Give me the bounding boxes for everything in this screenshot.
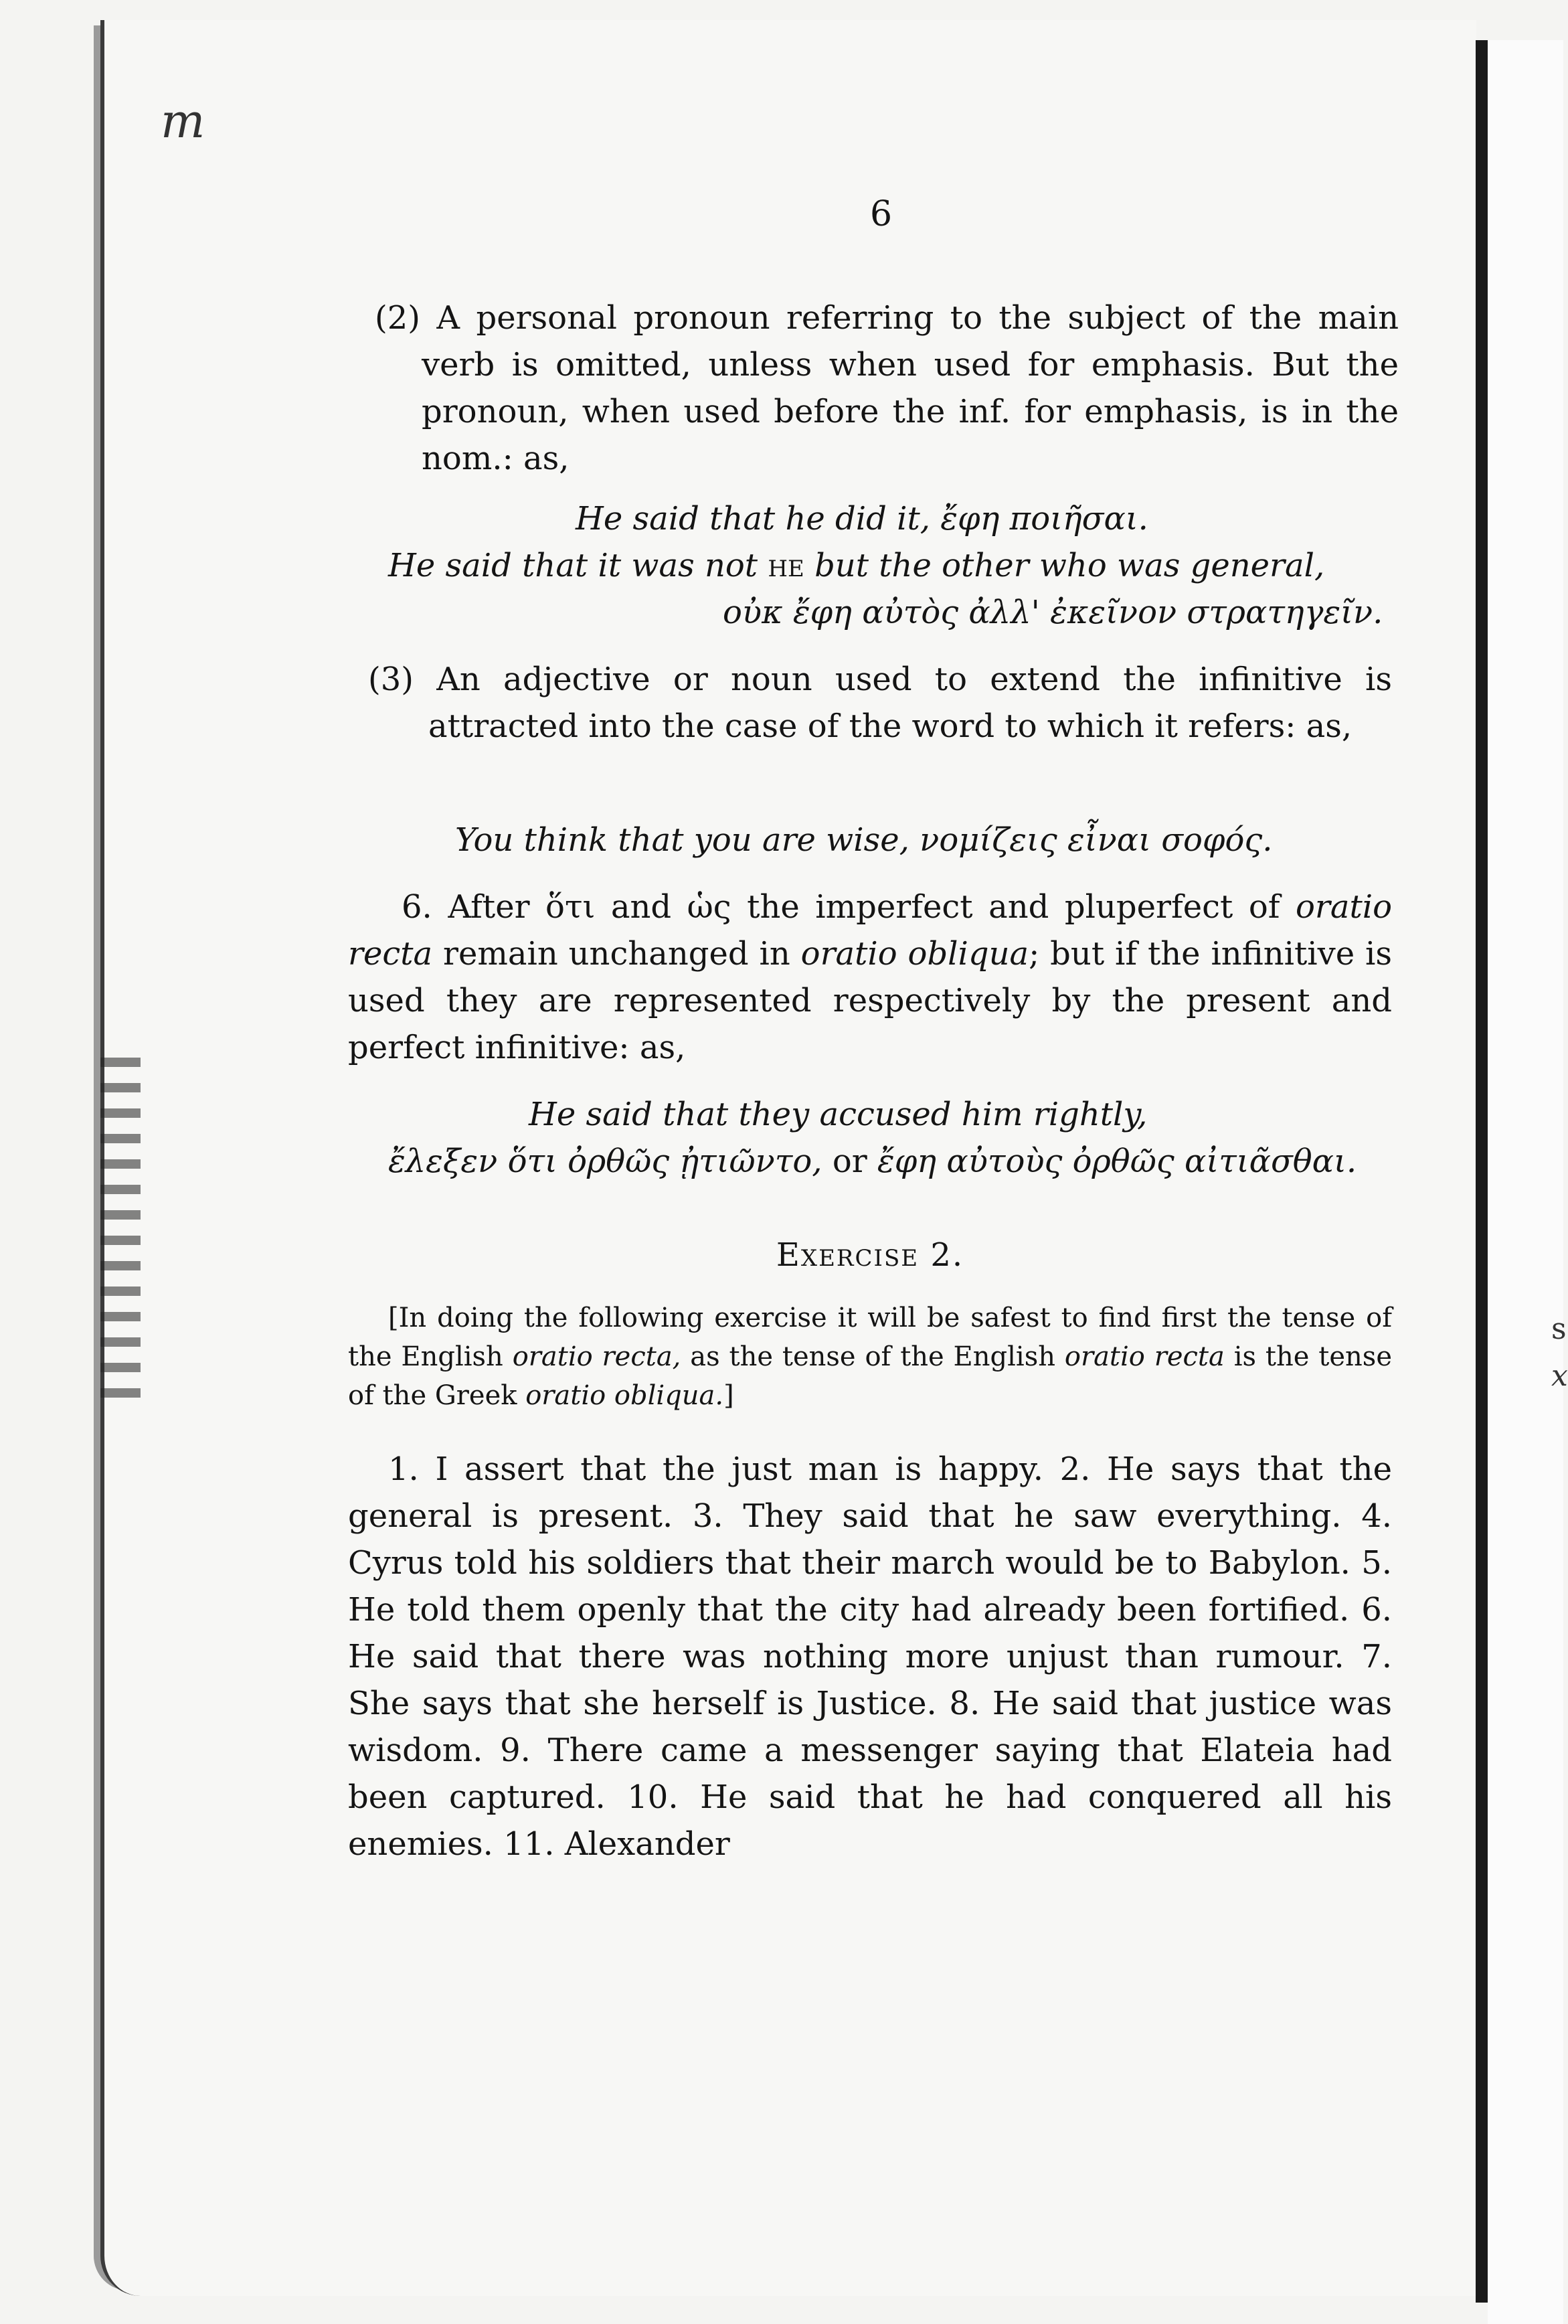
rule-6-example-greek bbox=[388, 1138, 1357, 1185]
note-oratio-recta-2: oratio recta bbox=[1064, 1341, 1225, 1372]
rule-6-text-b: remain unchanged in bbox=[432, 935, 801, 973]
exercise-heading: Exercise 2. bbox=[776, 1236, 964, 1274]
rule-2-example-2-greek: οὐκ ἔφη αὐτὸς ἀλλ' ἐκεῖνον στρατηγεῖν. bbox=[723, 594, 1383, 631]
binding-stitch-marks bbox=[100, 1058, 141, 1406]
rule-2-paragraph: (2) A personal pronoun referring to the subject of the main verb is omitted, unless when used for emphasis. But the pronoun, when used before the inf. for emphasis, is in the nom.: as, bbox=[375, 299, 1399, 477]
rule-6-or: or bbox=[832, 1143, 867, 1180]
note-oratio-obliqua: oratio obliqua. bbox=[525, 1380, 724, 1411]
rule-6-oratio-recta: oratio recta bbox=[348, 888, 1392, 973]
example-2-part-b: but the other who was general, bbox=[804, 547, 1325, 584]
note-text-a: [In doing the following exercise it will be safest to find first the tense of the English bbox=[348, 1303, 1392, 1372]
rule-3-paragraph: (3) An adjective or noun used to extend the infinitive is attracted into the case of the word to which it refers: as, bbox=[368, 661, 1392, 745]
rule-6-greek-a: ἔλεξεν ὅτι ὀρθῶς ᾐτιῶντο, bbox=[388, 1143, 833, 1180]
adjacent-page-strip bbox=[1488, 40, 1563, 2324]
exercise-body: 1. I assert that the just man is happy. 2. He says that the general is present. 3. They said that he saw everything. 4. Cyrus told his soldiers that their march would be to Babylon. 5. He told them openly that the city had already been fortified. 6. He said that there was nothing more unjust than rumour. 7. She says that she herself is Justice. 8. He said that justice was wisdom. 9. There came a messenger saying that Elateia had been captured. 10. He said that he had conquered all his enemies. 11. Alexander bbox=[348, 1450, 1392, 1863]
page-gutter-shadow bbox=[1476, 40, 1488, 2303]
rule-3-example: You think that you are wise, νομίζεις εἶναι σοφός. bbox=[455, 821, 1273, 859]
adjacent-page-letter-s: s bbox=[1551, 1312, 1567, 1346]
note-text-d: ] bbox=[723, 1380, 734, 1411]
rule-6-text-c: ; but if the infinitive is used they are represented respectively by the present and perfect infinitive: as, bbox=[348, 935, 1393, 1066]
rule-6-paragraph bbox=[348, 884, 1392, 1071]
rule-6-greek-b: ἔφη αὐτοὺς ὀρθῶς αἰτιᾶσθαι. bbox=[867, 1143, 1357, 1180]
rule-2-example-2 bbox=[388, 542, 1324, 589]
adjacent-page-letter-x: x bbox=[1551, 1359, 1568, 1393]
note-text-c: is the tense of the Greek bbox=[348, 1341, 1392, 1411]
exercise-note bbox=[348, 1299, 1392, 1415]
note-oratio-recta-1: oratio recta, bbox=[512, 1341, 681, 1372]
rule-6-oratio-obliqua: oratio obliqua bbox=[800, 935, 1029, 973]
example-2-small-caps: he bbox=[768, 547, 804, 584]
rule-2-example-1: He said that he did it, ἔφη ποιῆσαι. bbox=[576, 500, 1148, 537]
rule-6-example-english: He said that they accused him rightly, bbox=[529, 1096, 1148, 1133]
example-2-part-a: He said that it was not bbox=[388, 547, 768, 584]
margin-scribble: m bbox=[161, 94, 205, 149]
rule-6-text-a: 6. After ὅτι and ὡς the imperfect and pluperfect of bbox=[402, 888, 1296, 926]
note-text-b: as the tense of the English bbox=[681, 1341, 1065, 1372]
page-number: 6 bbox=[870, 194, 893, 234]
